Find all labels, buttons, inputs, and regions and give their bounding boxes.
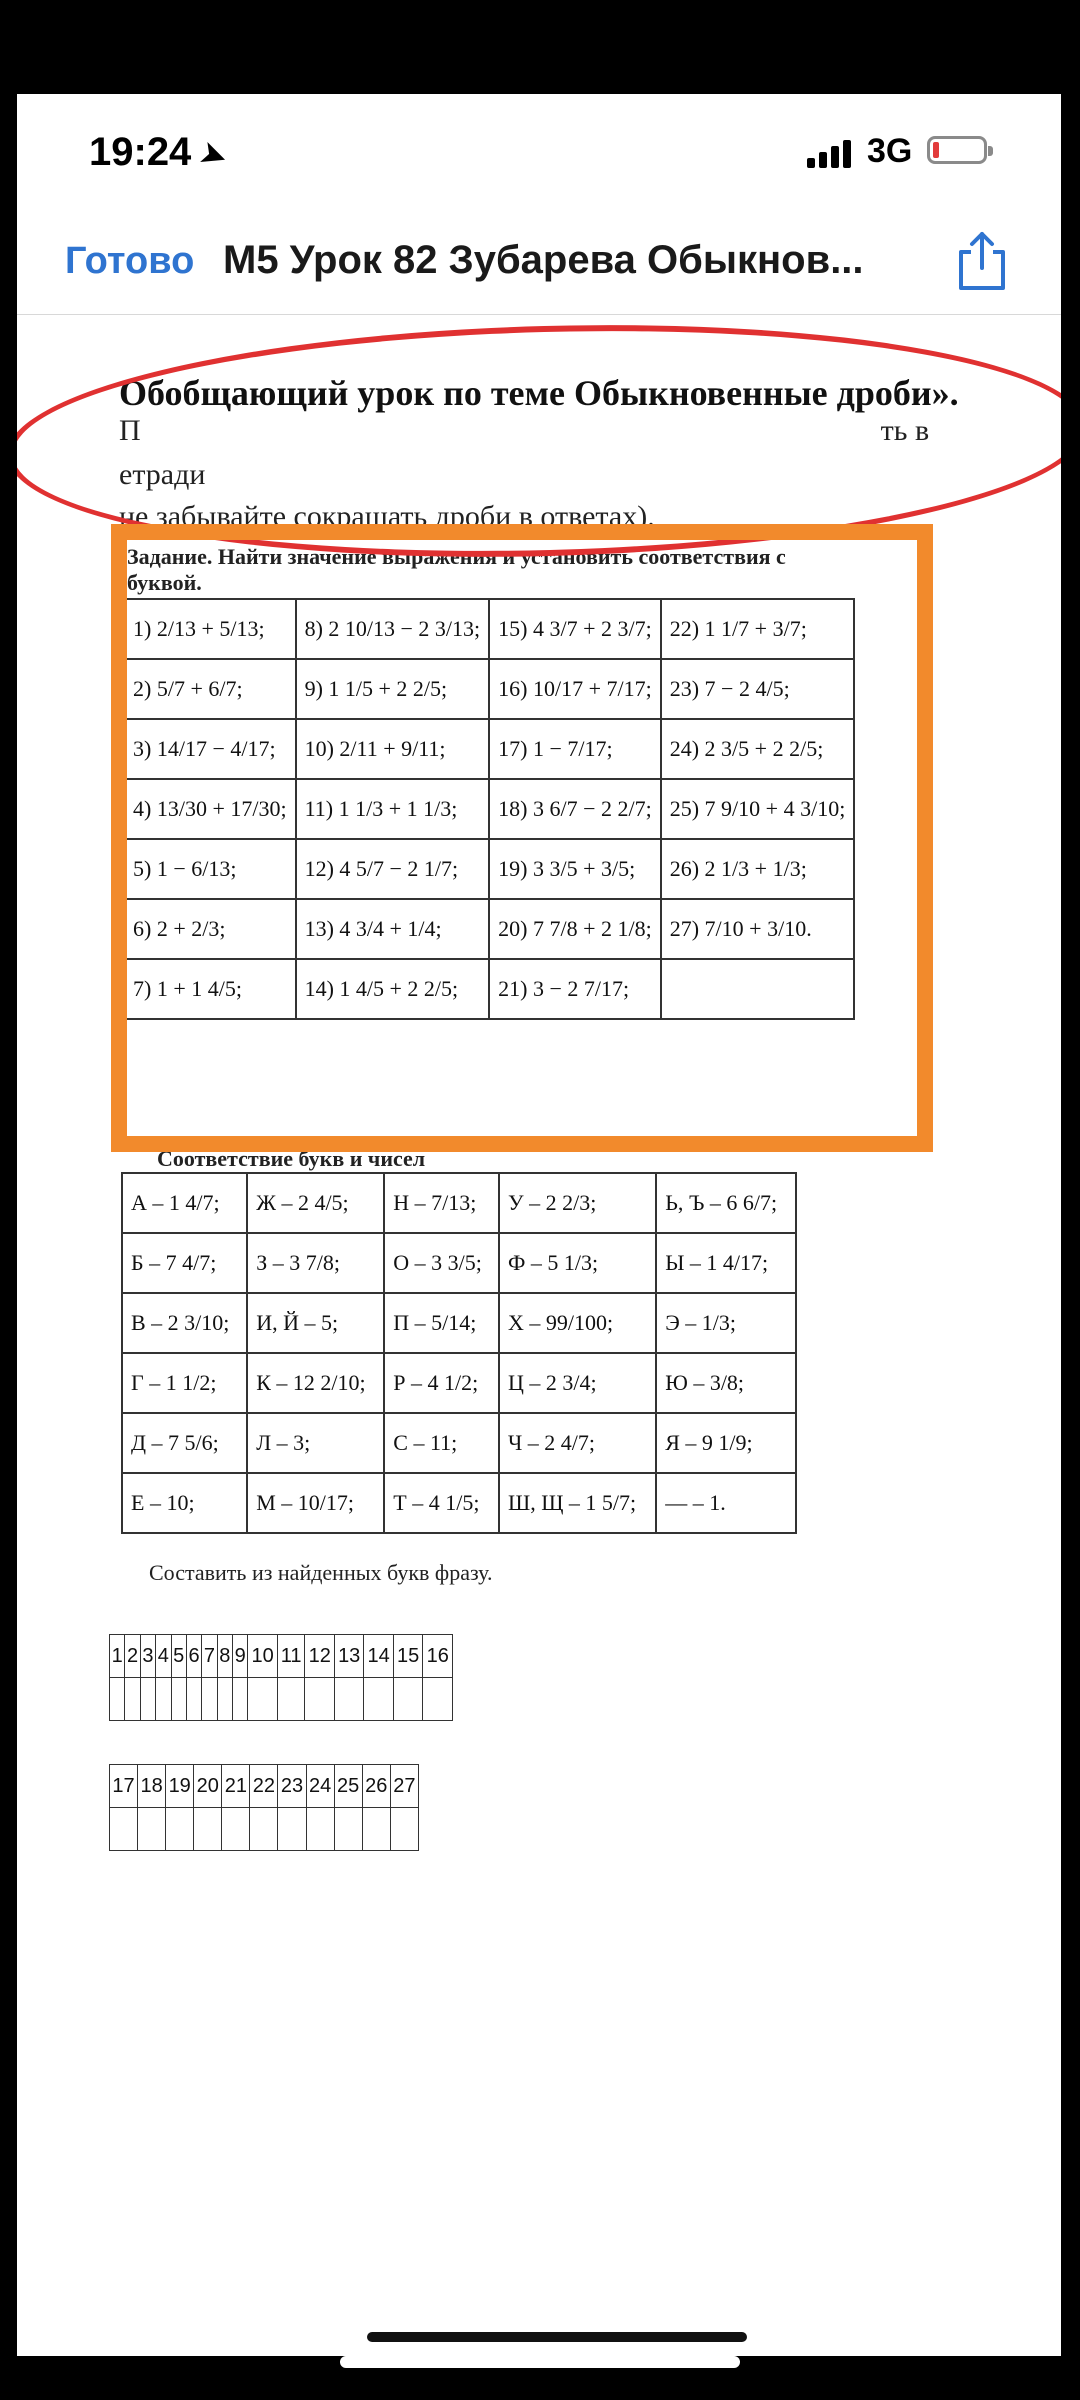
phrase-instruction: Составить из найденных букв фразу. <box>149 1560 493 1585</box>
letter-cell: В – 2 3/10; <box>122 1293 247 1353</box>
answer-blank-cell <box>222 1808 250 1851</box>
status-bar <box>17 94 1061 204</box>
letter-cell: Ю – 3/8; <box>656 1353 796 1413</box>
task-cell: 11) 1 1/3 + 1 1/3; <box>296 779 490 839</box>
answer-blank-cell <box>156 1678 171 1721</box>
text-line: етради <box>119 458 206 491</box>
page-heading: Обобщающий урок по теме Обыкновенные дроби». <box>119 373 959 413</box>
answer-number-cell: 12 <box>305 1635 334 1678</box>
text-line: не забывайте сокращать дроби в ответах). <box>119 500 655 533</box>
table-row <box>122 1173 796 1233</box>
answer-blank-cell <box>364 1678 393 1721</box>
answer-blank-cell <box>362 1808 390 1851</box>
letter-cell: Ж – 2 4/5; <box>247 1173 384 1233</box>
answer-blank-cell <box>278 1808 306 1851</box>
task-cell: 25) 7 9/10 + 4 3/10; <box>661 779 855 839</box>
answer-number-cell: 23 <box>278 1765 306 1808</box>
letter-cell: П – 5/14; <box>384 1293 499 1353</box>
answer-number-cell: 11 <box>277 1635 305 1678</box>
letter-cell: А – 1 4/7; <box>122 1173 247 1233</box>
task-cell: 16) 10/17 + 7/17; <box>489 659 661 719</box>
answer-number-cell: 7 <box>202 1635 217 1678</box>
task-cell: 3) 14/17 − 4/17; <box>124 719 296 779</box>
answer-number-cell: 10 <box>248 1635 277 1678</box>
answer-number-cell: 21 <box>222 1765 250 1808</box>
answer-number-cell: 18 <box>138 1765 166 1808</box>
answer-number-cell: 19 <box>166 1765 194 1808</box>
letter-cell: Э – 1/3; <box>656 1293 796 1353</box>
table-row <box>122 1473 796 1533</box>
answer-blank-cell <box>423 1678 453 1721</box>
letter-cell: С – 11; <box>384 1413 499 1473</box>
task-cell: 22) 1 1/7 + 3/7; <box>661 599 855 659</box>
answer-blank-cell <box>202 1678 217 1721</box>
answer-blank-cell <box>110 1808 138 1851</box>
answer-number-cell: 9 <box>233 1635 248 1678</box>
signal-bars-icon <box>807 138 855 168</box>
letter-cell: Ы – 1 4/17; <box>656 1233 796 1293</box>
answer-number-cell: 6 <box>186 1635 201 1678</box>
task-cell: 14) 1 4/5 + 2 2/5; <box>296 959 490 1019</box>
answer-number-cell: 16 <box>423 1635 453 1678</box>
text-line: П ть в <box>119 414 930 447</box>
answer-blank-cell <box>110 1678 125 1721</box>
answer-blank-cell <box>334 1678 363 1721</box>
answer-blank-cell <box>248 1678 277 1721</box>
done-button[interactable]: Готово <box>65 240 195 282</box>
task-cell: 12) 4 5/7 − 2 1/7; <box>296 839 490 899</box>
letter-cell: Л – 3; <box>247 1413 384 1473</box>
task-instruction: Задание. Найти значение выражения и установить соответствия с буквой. <box>127 544 786 595</box>
task-cell: 7) 1 + 1 4/5; <box>124 959 296 1019</box>
home-bar <box>340 2356 740 2368</box>
task-cell: 4) 13/30 + 17/30; <box>124 779 296 839</box>
letter-cell: Е – 10; <box>122 1473 247 1533</box>
answer-blank-cell <box>171 1678 186 1721</box>
letter-cell: Ч – 2 4/7; <box>499 1413 656 1473</box>
answer-blank-cell <box>125 1678 140 1721</box>
task-cell: 6) 2 + 2/3; <box>124 899 296 959</box>
letter-cell: — – 1. <box>656 1473 796 1533</box>
answer-blank-cell <box>233 1678 248 1721</box>
letter-cell: Г – 1 1/2; <box>122 1353 247 1413</box>
answer-number-cell: 3 <box>140 1635 155 1678</box>
answer-number-cell: 13 <box>334 1635 363 1678</box>
task-cell: 19) 3 3/5 + 3/5; <box>489 839 661 899</box>
letter-cell: Ц – 2 3/4; <box>499 1353 656 1413</box>
answer-blank-cell <box>217 1678 232 1721</box>
document-page <box>17 316 1061 2216</box>
answer-blank-cell <box>140 1678 155 1721</box>
letter-cell: У – 2 2/3; <box>499 1173 656 1233</box>
task-cell: 1) 2/13 + 5/13; <box>124 599 296 659</box>
answer-blank-cell <box>194 1808 222 1851</box>
document-title: М5 Урок 82 Зубарева Обыкнов... <box>223 238 864 282</box>
letters-table <box>121 1172 797 1534</box>
task-cell: 5) 1 − 6/13; <box>124 839 296 899</box>
location-arrow-icon: ➤ <box>196 135 232 176</box>
answer-blank-cell <box>334 1808 362 1851</box>
answer-number-cell: 4 <box>156 1635 171 1678</box>
letter-cell: Ь, Ъ – 6 6/7; <box>656 1173 796 1233</box>
battery-icon <box>927 136 987 164</box>
viewer-screen <box>17 94 1061 2356</box>
answer-blank-cell <box>305 1678 334 1721</box>
navigation-bar <box>17 204 1061 315</box>
task-cell: 13) 4 3/4 + 1/4; <box>296 899 490 959</box>
answer-number-cell: 25 <box>334 1765 362 1808</box>
task-cell: 27) 7/10 + 3/10. <box>661 899 855 959</box>
letter-cell: З – 3 7/8; <box>247 1233 384 1293</box>
task-cell: 23) 7 − 2 4/5; <box>661 659 855 719</box>
answer-number-cell: 1 <box>110 1635 125 1678</box>
answer-number-cell: 17 <box>110 1765 138 1808</box>
task-cell: 15) 4 3/7 + 2 3/7; <box>489 599 661 659</box>
letter-cell: М – 10/17; <box>247 1473 384 1533</box>
answer-number-cell: 27 <box>390 1765 418 1808</box>
answer-number-cell: 24 <box>306 1765 334 1808</box>
letter-cell: Р – 4 1/2; <box>384 1353 499 1413</box>
answer-number-cell: 14 <box>364 1635 393 1678</box>
table-row <box>122 1353 796 1413</box>
answer-grid-1 <box>109 1634 453 1721</box>
table-row <box>122 1293 796 1353</box>
task-cell: 21) 3 − 2 7/17; <box>489 959 661 1019</box>
letter-cell: К – 12 2/10; <box>247 1353 384 1413</box>
letter-cell: Т – 4 1/5; <box>384 1473 499 1533</box>
home-indicator[interactable] <box>367 2332 747 2342</box>
answer-number-cell: 5 <box>171 1635 186 1678</box>
answer-number-cell: 22 <box>250 1765 278 1808</box>
letter-cell: И, Й – 5; <box>247 1293 384 1353</box>
answer-blank-cell <box>393 1678 422 1721</box>
answer-blank-cell <box>138 1808 166 1851</box>
task-cell: 9) 1 1/5 + 2 2/5; <box>296 659 490 719</box>
answer-number-cell: 20 <box>194 1765 222 1808</box>
letter-cell: О – 3 3/5; <box>384 1233 499 1293</box>
orange-highlight-box <box>111 524 933 1152</box>
letter-cell: Я – 9 1/9; <box>656 1413 796 1473</box>
answer-blank-cell <box>306 1808 334 1851</box>
letter-cell: Х – 99/100; <box>499 1293 656 1353</box>
task-cell: 8) 2 10/13 − 2 3/13; <box>296 599 490 659</box>
share-icon[interactable] <box>953 230 1011 292</box>
answer-blank-cell <box>250 1808 278 1851</box>
table-row <box>122 1413 796 1473</box>
answer-number-cell: 8 <box>217 1635 232 1678</box>
answer-blank-cell <box>166 1808 194 1851</box>
answer-number-cell: 26 <box>362 1765 390 1808</box>
task-cell: 17) 1 − 7/17; <box>489 719 661 779</box>
answer-blank-cell <box>186 1678 201 1721</box>
letter-cell: Ш, Щ – 1 5/7; <box>499 1473 656 1533</box>
task-cell: 24) 2 3/5 + 2 2/5; <box>661 719 855 779</box>
task-cell: 26) 2 1/3 + 1/3; <box>661 839 855 899</box>
task-cell: 18) 3 6/7 − 2 2/7; <box>489 779 661 839</box>
task-cell: 2) 5/7 + 6/7; <box>124 659 296 719</box>
answer-number-cell: 2 <box>125 1635 140 1678</box>
task-cell: 10) 2/11 + 9/11; <box>296 719 490 779</box>
letter-cell: Б – 7 4/7; <box>122 1233 247 1293</box>
letter-cell: Н – 7/13; <box>384 1173 499 1233</box>
clock <box>89 130 232 176</box>
table-row <box>122 1233 796 1293</box>
network-type: 3G <box>867 132 913 170</box>
letter-cell: Ф – 5 1/3; <box>499 1233 656 1293</box>
answer-blank-cell <box>277 1678 305 1721</box>
task-cell: 20) 7 7/8 + 2 1/8; <box>489 899 661 959</box>
answer-number-cell: 15 <box>393 1635 422 1678</box>
clock-text: 19:24 <box>89 130 192 174</box>
letter-cell: Д – 7 5/6; <box>122 1413 247 1473</box>
letters-caption: Соответствие букв и чисел <box>157 1146 426 1171</box>
answer-grid-2 <box>109 1764 419 1851</box>
answer-blank-cell <box>390 1808 418 1851</box>
